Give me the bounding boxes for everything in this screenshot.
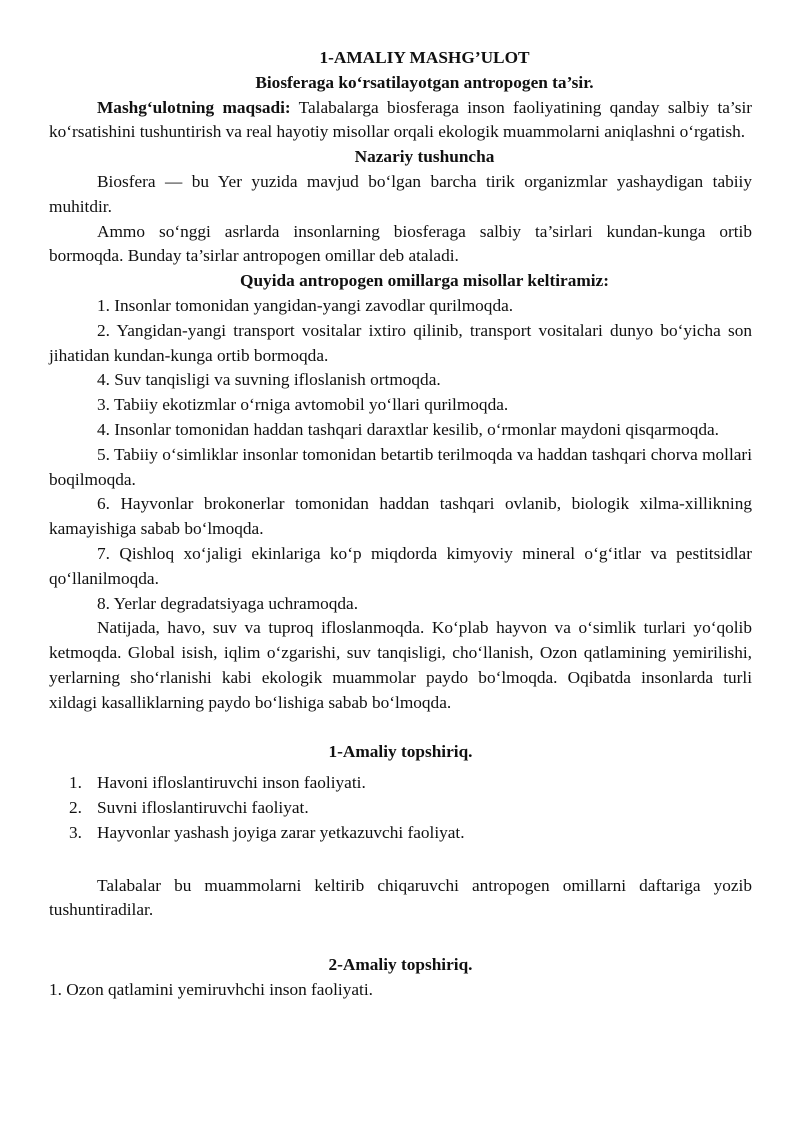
spacer: [49, 923, 752, 953]
example-item: 2. Yangidan-yangi transport vositalar ixtiro qilinib, transport vositalari dunyo boʻyicha son jihatidan kundan-kunga ortib bormoqda.: [49, 320, 752, 365]
list-item: [49, 771, 752, 796]
theory-paragraph-2: Ammo soʻnggi asrlarda insonlarning biosferaga salbiy ta’sirlari kundan-kunga ortib bormoqda. Bunday ta’sirlar antropogen omillar deb ataladi.: [49, 221, 752, 266]
theory-heading: Nazariy tushuncha: [354, 147, 495, 167]
task1-note: Talabalar bu muammolarni keltirib chiqaruvchi antropogen omillarni daftariga yozib tushuntiradilar.: [49, 875, 752, 920]
example-item: 1. Insonlar tomonidan yangidan-yangi zavodlar qurilmoqda.: [97, 295, 514, 315]
example-item: 7. Qishloq xoʻjaligi ekinlariga koʻp miqdorda kimyoviy mineral oʻgʻitlar va pestitsidlar qoʻllanilmoqda.: [49, 543, 752, 588]
example-item: 5. Tabiiy oʻsimliklar insonlar tomonidan betartib terilmoqda va haddan tashqari chorva mollari boqilmoqda.: [49, 444, 752, 489]
example-item: 4. Suv tanqisligi va suvning ifloslanish ortmoqda.: [97, 370, 441, 390]
example-item: 3. Tabiiy ekotizmlar oʻrniga avtomobil yoʻllari qurilmoqda.: [97, 395, 509, 415]
goal-paragraph: [49, 96, 752, 146]
list-item: [49, 821, 752, 846]
list-number: 3.: [69, 822, 82, 842]
example-item: 4. Insonlar tomonidan haddan tashqari daraxtlar kesilib, oʻrmonlar maydoni qisqarmoqda.: [97, 419, 719, 439]
goal-label: Mashgʻulotning maqsadi:: [97, 97, 291, 117]
task2-item: 1. Ozon qatlamini yemiruvhchi inson faoliyati.: [49, 979, 373, 999]
document-subtitle: Biosferaga koʻrsatilayotgan antropogen ta’sir.: [255, 72, 594, 92]
spacer: [49, 846, 752, 874]
list-number: 2.: [69, 797, 82, 817]
list-text: Suvni ifloslantiruvchi faoliyat.: [97, 797, 309, 817]
task1-list: [49, 771, 752, 845]
list-text: Havoni ifloslantiruvchi inson faoliyati.: [97, 773, 366, 793]
task2-heading: 2-Amaliy topshiriq.: [328, 955, 473, 975]
document-title: 1-AMALIY MASHG’ULOT: [319, 48, 530, 67]
example-item: 6. Hayvonlar brokonerlar tomonidan haddan tashqari ovlanib, biologik xilma-xillikning kamayishiga sabab boʻlmoqda.: [49, 494, 752, 539]
conclusion-paragraph: Natijada, havo, suv va tuproq ifloslanmoqda. Koʻplab hayvon va oʻsimlik turlari yoʻqolib ketmoqda. Global isish, iqlim oʻzgarishi, suv tanqisligi, choʻllanish, Ozon qatlamining yemirilishi, yerlarning shoʻrlanishi kabi ekologik muammolar paydo boʻlmoqda. Oqibatda insonlarda turli xildagi kasalliklarning paydo boʻlishiga sabab boʻlmoqda.: [49, 618, 752, 712]
example-item: 8. Yerlar degradatsiyaga uchramoqda.: [97, 593, 359, 613]
spacer: [49, 716, 752, 741]
task1-heading: 1-Amaliy topshiriq.: [328, 742, 473, 762]
list-text: Hayvonlar yashash joyiga zarar yetkazuvchi faoliyat.: [97, 822, 465, 842]
list-item: [49, 796, 752, 821]
list-number: 1.: [69, 773, 82, 793]
theory-paragraph-1: Biosfera — bu Yer yuzida mavjud boʻlgan barcha tirik organizmlar yashaydigan tabiiy muhitdir.: [49, 171, 752, 216]
goal-text: Talabalarga biosferaga inson faoliyatining qanday salbiy ta’sir koʻrsatishini tushuntirish va real hayotiy misollar orqali ekologik muammolarni aniqlashni oʻrgatish.: [49, 97, 753, 142]
examples-heading: Quyida antropogen omillarga misollar keltiramiz:: [240, 271, 609, 291]
